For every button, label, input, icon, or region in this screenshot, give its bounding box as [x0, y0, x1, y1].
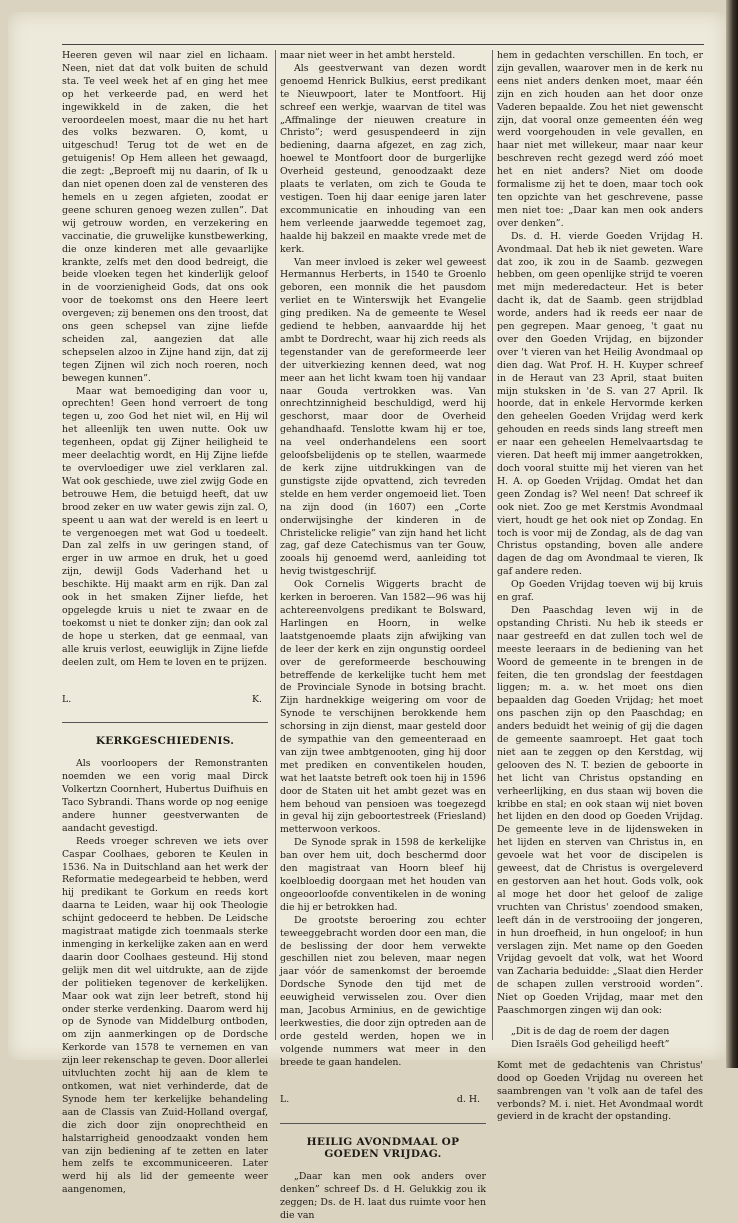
signature-right: d. H.	[456, 1093, 480, 1105]
paragraph: maar niet weer in het ambt hersteld.	[280, 50, 456, 61]
paragraph: Reeds vroeger schreven we iets over Caspar Coolhaes, geboren te Keulen in 1536. Na in Duitschland aan het werk der Reformatie medegearbeid te hebben, werd hij predikant te Gorkum en reeds kort daarna te Leiden, waar hij ook Theologie schijnt gedoceerd te hebben. De Leidsche magistraat matigde zich toenmaals sterke inmenging in kerkelijke zaken aan en werd daarin door Coolhaes gesteund. Hij stond gelijk men dit wel uitdrukte, aan de zijde der politieken tegenover de kerkelijken. Maar ook wat zijn leer betreft, stond hij onder sterke verdenking. Daarom werd hij op de Synode van Middelburg ontboden, om zijn aanmerkingen op de Dordsche Kerkorde van 1578 te vernemen en van zijn leer rekenschap te geven. Door allerlei uitvluchten zocht hij aan de klem te ontkomen, wat niet verhinderde, dat de Synode hem ter kerkelijke behandeling aan de Classis van Zuid-Holland overgaf, die zich door zijn onoprechtheid en halstarrigheid genoodzaakt vonden hem van zijn bediening af te zetten en later hem zelfs te excommuniceeren. Later werd hij als lid der gemeente weer aangenomen,	[62, 835, 268, 1196]
paragraph: De grootste beroering zou echter teweeggebracht worden door een man, die de beslissing der door hem verwekte geschillen niet zou beleven, maar negen jaar vóór de samenkomst der beroemde Dordsche Synode den tijd met de eeuwigheid verwisselen zou. Over dien man, Jacobus Arminius, en de gewichtige leerkwesties, die door zijn optreden aan de orde gesteld werden, hopen we in volgende nummers wat meer in den breede te gaan handelen.	[280, 914, 486, 1068]
paragraph: Als voorloopers der Remonstranten noemden we een vorig maal Dirck Volkertzn Coornhert, Hubertus Duifhuis en Taco Sybrandi. Thans worde op nog eenige andere hunner geestverwanten de aandacht gevestigd.	[62, 758, 268, 834]
paragraph: Op Goeden Vrijdag toeven wij bij kruis en graf.	[497, 579, 703, 604]
paragraph: Als geestverwant van dezen wordt genoemd Henrick Bulkius, eerst predikant te Nieuwpoort, later te Montfoort. Hij schreef een werkje, waarvan de titel was „Affmalinge der nieuwen creature in Christo”; werd gesuspendeerd in zijn bediening, daarna afgezet, en zag zich, hoewel te Montfoort door de burgerlijke Overheid gesteund, genoodzaakt deze plaats te verlaten, om zich te Gouda te vestigen. Toen hij daar eenige jaren later excommunicatie en inhouding van een hem verleende jaarwedde tegemoet zag, haalde hij bakzeil en maakte vrede met de kerk.	[280, 62, 486, 255]
signature	[62, 694, 262, 707]
paragraph: Den Paaschdag leven wij in de opstanding Christi. Nu heb ik steeds er naar gestreefd en dat zullen toch wel de meeste leeraars in de bediening van het Woord de gemeente in te brengen in de feiten, die ten grondslag der feestdagen liggen; m. a. w. het moet ons dien bepaalden dag Goeden Vrijdag; het moet ons paschen zijn op den Paaschdag; en anders beduidt het weinig of gij die dagen de gemeente saamroept. Het gaat toch niet aan te zeggen op den Kerstdag, wij gelooven des N. T. bezien de geboorte in het licht van Christus opstanding en verheerlijking, en dus staan wij boven die kribbe en stal; en ook staan wij niet boven het lijden en den dood op Goeden Vrijdag. De gemeente leve in de lijdensweken in het lijden en sterven van Christus in, en gevoele wat het voor de discipelen is geweest, dat de Christus is overgeleverd en gestorven aan het hout. Gods volk, ook al moge het door het geloof de zalige vruchten van Christus' zoendood smaken, leeft dán in de verstrooiing der jongeren, in hun droefheid, in hun ongeloof; in hun verslagen zijn. Met name op den Goeden Vrijdag gevoelt dat volk, wat het Woord van Zacharia beduidde: „Slaat dien Herder de schapen zullen verstrooid worden”. Niet op Goeden Vrijdag, maar met den Paaschmorgen zingen wij dan ook:	[497, 604, 703, 1017]
signature-left: L.	[280, 1093, 290, 1105]
column-2	[280, 50, 486, 1223]
paragraph: Ook Cornelis Wiggerts bracht de kerken in beroeren. Van 1582—96 was hij achtereenvolgens predikant te Bolsward, Harlingen en Hoorn, in welke laatstgenoemde plaats zijn afwijking van de leer der kerk en zijn ongunstig oordeel over de gereformeerde beschouwing betreffende de kerkelijke tucht hem met de Provinciale Synode in botsing bracht. Zijn hardnekkige weigering om voor de Synode te verschijnen berokkende hem schorsing in zijn dienst, maar gesteld door de sympathie van den gemeenteraad en van zijn twee ambtgenooten, ging hij door met prediken en conventikelen houden, wat het laatste betreft ook toen hij in 1596 door de Staten uit het ambt gezet was en hem behoud van pensioen was toegezegd in geval hij zijn geboortestreek (Friesland) metterwoon verkoos.	[280, 579, 486, 836]
section-heading: KERKGESCHIEDENIS.	[95, 735, 235, 748]
column-rule	[492, 50, 493, 1040]
column-rule	[275, 50, 276, 1040]
section-divider	[280, 1123, 486, 1124]
paragraph: Ds. d. H. vierde Goeden Vrijdag H. Avondmaal. Dat heb ik niet geweten. Ware dat zoo, ik zou in de Saamb. gezwegen hebben, om geen openlijke strijd te voeren met mijn mederedacteur. Het is beter dacht ik, dat de Saamb. geen strijdblad worde, anders had ik reeds eer naar de pen gegrepen. Maar genoeg, 't gaat nu over den Goeden Vrijdag, en bijzonder over 't vieren van het Heilig Avondmaal op dien dag. Wat Prof. H. H. Kuyper schreef in de Heraut van 23 April, staat buiten mijn stuksken in 'de S. van 27 April. Ik hoorde, dat in enkele Hervormde kerken den geheelen Goeden Vrijdag werd kerk gehouden en reeds sinds lang streeft men er naar een geheelen Hemelvaartsdag te vieren. Dat heeft mij immer aangetrokken, doch vooral stuitte mij het vieren van het H. A. op Goeden Vrijdag. Omdat het dan geen Zondag is? Wel neen! Dat schreef ik ook niet. Zoo ge met Kerstmis Avondmaal viert, houdt ge het ook niet op Zondag. En toch is voor mij de Zondag, als de dag van Christus opstanding, boven alle andere dagen de dag om Avondmaal te vieren, Ik gaf andere reden.	[497, 230, 703, 578]
verse-line: „Dit is de dag de roem der dagen	[511, 1025, 670, 1037]
paragraph: De Synode sprak in 1598 de kerkelijke ban over hem uit, doch beschermd door den magistraat van Hoorn bleef hij koelbloedig doorgaan met het houden van ongeoorloofde conventikelen in de woning die hij er betrokken had.	[280, 837, 486, 913]
signature	[280, 1094, 480, 1107]
page-binding	[726, 0, 738, 1068]
column-3	[497, 50, 703, 1124]
paragraph: „Daar kan men ook anders over denken” schreef Ds. d H. Gelukkig zou ik zeggen; Ds. de H. laat dus ruimte voor hen die van	[280, 1171, 486, 1222]
column-1	[62, 50, 268, 1197]
paragraph: Heeren geven wil naar ziel en lichaam. Neen, niet dat dat volk buiten de schuld sta. Te veel week het af en ging het mee op het verkeerde pad, en werd het ingewikkeld in de zaken, die het veroordeelen moest, maar die nu het hart des volks bezwaren. O, komt, u uitgeschud! Terug tot de wet en de getuigenis! Op Hem alleen het gewaagd, die zegt: „Beproeft mij nu daarin, of Ik u dan niet openen doen zal de vensteren des hemels en u zegen afgieten, zoodat er geene schuren genoeg wezen zullen”. Dat wij getrouw worden, en verzekering en vaccinatie, die gruwelijke kunstbewerking, die onze kinderen met alle gevaarlijke krankte, zelfs met den dood bedreigt, die beide vloeken tegen het kinderlijk geloof in de voorzienigheid Gods, dat ons ook voor de toekomst ons den Heere leert overgeven; zij benemen ons den troost, dat ons geen schepsel van zijne liefde scheiden zal, aangezien dat alle schepselen alzoo in Zijne hand zijn, dat zij tegen Zijnen wil zich noch roeren, noch bewegen kunnen”.	[62, 50, 268, 384]
header-rule	[62, 44, 704, 45]
paragraph: hem in gedachten verschillen. En toch, er zijn gevallen, waarover men in de kerk nu eens niet anders denken moet, maar één zijn en zich houden aan het door onze Vaderen bepaalde. Zou het niet gewenscht zijn, dat vooral onze gemeenten één weg werd voorgehouden in vele gevallen, en haar niet met willekeur, maar naar keur beschreven recht gezegd werd zóó moet het en niet anders? Niet om doode formalisme zij het te doen, maar toch ook ten opzichte van het geschrevene, passe men niet toe: „Daar kan men ook anders over denken”.	[497, 50, 703, 229]
signature-right: K.	[252, 693, 262, 705]
section-divider	[62, 722, 268, 723]
quoted-verse	[497, 1026, 703, 1052]
paragraph: Van meer invloed is zeker wel geweest Hermannus Herberts, in 1540 te Groenlo geboren, een monnik die het pausdom verliet en te Winterswijk het Evangelie ging prediken. Na de gemeente te Wesel gediend te hebben, aanvaardde hij het ambt te Dordrecht, waar hij zich reeds als tegenstander van de gereformeerde leer der uitverkiezing kennen deed, wat nog meer aan het licht kwam toen hij vandaar naar Gouda vertrokken was. Van onrechtzinnigheid beschuldigd, werd hij geschorst, maar door de Overheid gehandhaafd. Tenslotte kwam hij er toe, na veel onderhandelens een soort geloofsbelijdenis op te stellen, waarmede de kerk zijne uitdrukkingen van de gunstigste zijde opvattend, zich tevreden stelde en hem verder ongemoeid liet. Toen na zijn dood (in 1607) een „Corte onderwijsinghe der kinderen in de Christelicke religie” van zijn hand het licht zag, gaf deze Catechismus van ter Gouw, zooals hij genoemd werd, aanleiding tot hevig twistgeschrijf.	[280, 256, 486, 578]
paragraph: Maar wat bemoediging dan voor u, oprechten! Geen hond verroert de tong tegen u, zoo God het niet wil, en Hij wil het alleenlijk ten uwen nutte. Ook uw tegenheen, opdat gij Zijner heiligheid te meer deelachtig wordt, en Hij Zijne liefde te overvloediger uwe ziel verklaren zal. Wat ook geschiede, uwe ziel zwijg Gode en betrouwe Hem, die betuigd heeft, dat uw brood zeker en uw water gewis zijn zal. O, speent u aan wat der wereld is en leert u te vergenoegen met wat God u toedeelt. Dan zal zelfs in uw geringen stand, of erger in uw armoe en druk, het u goed zijn, dewijl Gods Vaderhand het u beschikte. Hij maakt arm en rijk. Dan zal ook in het smaken Zijner liefde, het opgelegde kruis u niet te zwaar en de toekomst u niet te donker zijn; dan ook zal de hope u sterken, dat ge eenmaal, van alle kruis verlost, eeuwiglijk in Zijne liefde deelen zult, om Hem te loven en te prijzen.	[62, 385, 268, 668]
section-heading: HEILIG AVONDMAAL OP GOEDEN VRIJDAG.	[306, 1135, 460, 1161]
signature-left: L.	[62, 693, 72, 705]
verse-line: Dien Israëls God geheiligd heeft”	[511, 1038, 670, 1050]
paragraph: Komt met de gedachtenis van Christus' dood op Goeden Vrijdag nu overeen het saambrengen van 't volk aan de tafel des verbonds? M. i. niet. Het Avondmaal wordt gevierd in de kracht der opstanding.	[497, 1059, 703, 1123]
